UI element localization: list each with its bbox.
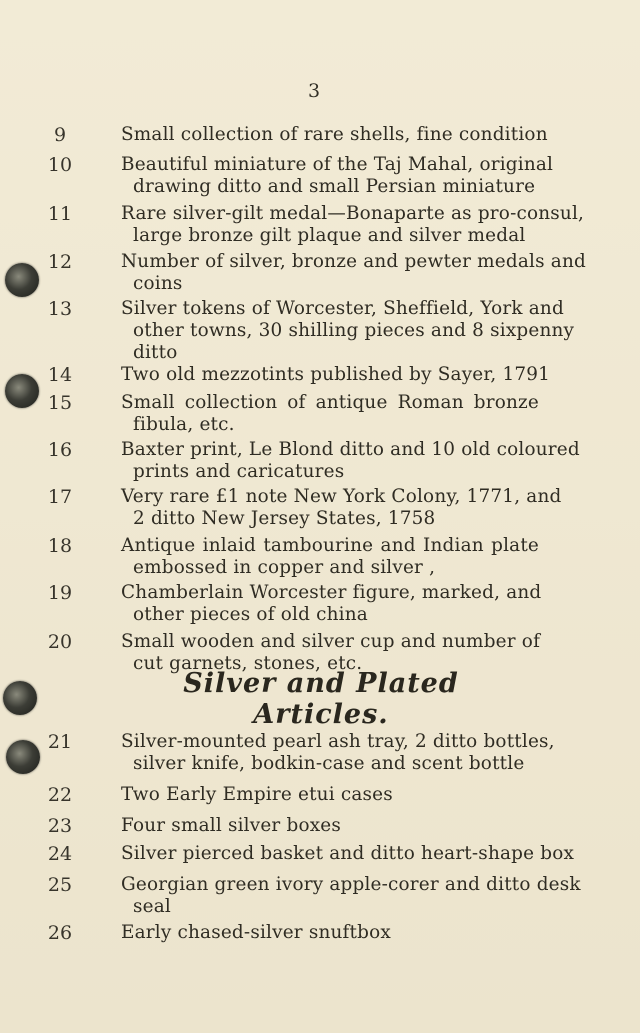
lot-description: [121, 815, 539, 837]
lot-description-line: other towns, 30 shilling pieces and 8 sixpenny: [133, 320, 575, 341]
lot-description: [121, 251, 586, 295]
lot-description-line: Small wooden and silver cup and number of: [121, 631, 541, 652]
lot-description: [121, 582, 542, 626]
lot-description-line: Number of silver, bronze and pewter medals and: [121, 251, 586, 272]
lot-description: [121, 486, 562, 530]
lot-description-line: other pieces of old china: [133, 604, 368, 625]
lot-description: [121, 922, 539, 944]
lot-description-line: large bronze gilt plaque and silver medal: [133, 225, 526, 246]
lot-description-line: embossed in copper and silver ,: [133, 557, 436, 578]
page-number: 3: [308, 80, 321, 102]
binding-hole-3: [3, 681, 37, 715]
lot-number: 13: [47, 298, 73, 320]
binding-hole-1: [5, 263, 39, 297]
lot-description-line: Early chased-silver snuftbox: [121, 922, 391, 943]
lot-description-line: silver knife, bodkin-case and scent bottle: [133, 753, 525, 774]
lot-description: [121, 298, 575, 364]
lot-number: 16: [47, 439, 73, 461]
lot-number: 25: [47, 874, 73, 896]
lot-description-line: ditto: [133, 342, 178, 363]
lot-number: 18: [47, 535, 73, 557]
lot-number: 10: [47, 154, 73, 176]
lot-description: [121, 874, 581, 918]
lot-description-line: fibula, etc.: [133, 414, 235, 435]
lot-description: [121, 784, 539, 806]
lot-number: 20: [47, 631, 73, 653]
lot-description-line: Baxter print, Le Blond ditto and 10 old coloured: [121, 439, 580, 460]
binding-hole-2: [5, 374, 39, 408]
lot-description-line: Two old mezzotints published by Sayer, 1791: [121, 364, 551, 385]
lot-number: 19: [47, 582, 73, 604]
lot-number: 17: [47, 486, 73, 508]
lot-description-line: cut garnets, stones, etc.: [133, 653, 363, 674]
section-heading: Silver and Plated Articles.: [183, 668, 459, 730]
lot-number: 21: [47, 731, 73, 753]
lot-description-line: Four small silver boxes: [121, 815, 342, 836]
lot-description-line: Chamberlain Worcester figure, marked, and: [121, 582, 542, 603]
lot-description-line: drawing ditto and small Persian miniature: [133, 176, 536, 197]
lot-number: 23: [47, 815, 73, 837]
lot-description-line: Silver-mounted pearl ash tray, 2 ditto bottles,: [121, 731, 555, 752]
lot-description: [121, 364, 551, 386]
lot-description-line: Two Early Empire etui cases: [121, 784, 393, 805]
lot-description-line: Silver tokens of Worcester, Sheffield, York and: [121, 298, 564, 319]
lot-description: [121, 124, 548, 146]
lot-description: [121, 731, 555, 775]
lot-number: 15: [47, 392, 73, 414]
lot-number: 14: [47, 364, 73, 386]
lot-description: [121, 392, 539, 436]
lot-description: [121, 203, 585, 247]
lot-description: [121, 154, 554, 198]
lot-description-line: Antique inlaid tambourine and Indian plate: [121, 535, 539, 556]
lot-description-line: seal: [133, 896, 171, 917]
lot-number: 26: [47, 922, 73, 944]
lot-description: [121, 843, 575, 865]
lot-description-line: Small collection of rare shells, fine condition: [121, 124, 548, 145]
lot-number: 22: [47, 784, 73, 806]
lot-description-line: coins: [133, 273, 183, 294]
lot-number: 11: [47, 203, 73, 225]
binding-hole-4: [6, 740, 40, 774]
lot-description: [121, 535, 539, 579]
lot-number: 24: [47, 843, 73, 865]
lot-description-line: Small collection of antique Roman bronze: [121, 392, 539, 413]
lot-description-line: prints and caricatures: [133, 461, 345, 482]
lot-description-line: 2 ditto New Jersey States, 1758: [133, 508, 436, 529]
lot-description-line: Very rare £1 note New York Colony, 1771, and: [121, 486, 562, 507]
lot-number: 9: [53, 124, 67, 146]
lot-description-line: Rare silver-gilt medal—Bonaparte as pro-consul,: [121, 203, 585, 224]
lot-description-line: Georgian green ivory apple-corer and ditto desk: [121, 874, 581, 895]
lot-description-line: Silver pierced basket and ditto heart-shape box: [121, 843, 575, 864]
lot-number: 12: [47, 251, 73, 273]
lot-description-line: Beautiful miniature of the Taj Mahal, original: [121, 154, 554, 175]
lot-description: [121, 439, 580, 483]
